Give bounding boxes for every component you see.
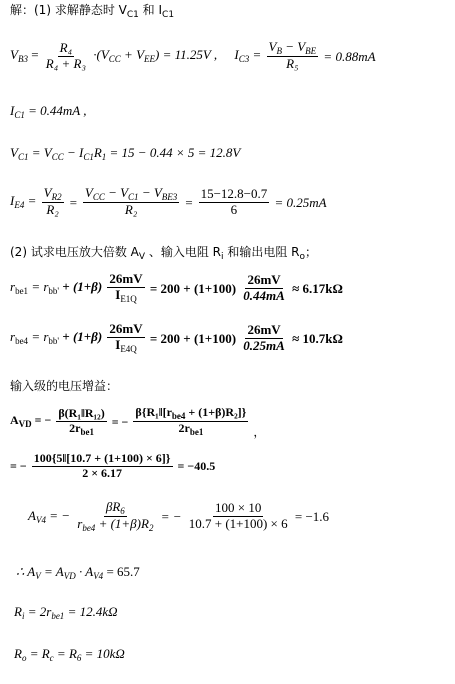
eq1-f2-num-sub2: BE — [305, 46, 317, 56]
part3-heading: 输入级的电压增益： — [10, 379, 119, 393]
eq1-f2-num-a: V — [268, 39, 277, 54]
eq7-f1-den-sub: be1 — [80, 426, 94, 437]
eq9-lhs-sub: V4 — [35, 514, 46, 525]
eq3-rhs: = 15 − 0.44 × 5 = 12.8V — [106, 145, 241, 160]
eq7-f2-num-b: + (1+β)R₂]} — [185, 405, 247, 419]
av-sub: V — [138, 252, 146, 262]
eq8-rhs: = −40.5 — [177, 459, 216, 474]
eq10-b: = A — [40, 564, 64, 579]
part2-b: 、输入电阻 R — [145, 245, 221, 259]
eq1-frac-den: R₄ + R₃ — [45, 55, 86, 71]
eq4-f2-num-c: − V — [138, 185, 162, 200]
eq7-f2-num: β{R₁‖[r — [135, 405, 172, 419]
equation-ic1 — [10, 104, 86, 120]
eq4-f2-sub3: BE3 — [161, 192, 178, 202]
equation-ri — [14, 605, 118, 621]
eq3-a-sub: CC — [51, 152, 64, 162]
eq7-f2-den: 2r — [178, 421, 190, 436]
eq10-rhs: = 65.7 — [103, 564, 140, 579]
eq2-lhs-sub: C1 — [14, 110, 25, 120]
eq6-rhs: ≈ 10.7kΩ — [292, 330, 343, 346]
eq6-a: = r — [28, 329, 49, 345]
eq1-result: ) = 11.25V , — [155, 47, 218, 63]
eq11-rhs: = 12.4kΩ — [64, 604, 118, 619]
eq6-lhs-sub: be4 — [15, 336, 29, 347]
equation-rbe1 — [10, 272, 343, 304]
ic1-sub: C1 — [162, 10, 175, 20]
eq11-a: = 2r — [24, 604, 52, 619]
eq10-a: ∴ A — [16, 564, 36, 579]
eq12-lhs-sub: o — [21, 653, 27, 663]
eq6-f1-den: I — [115, 336, 121, 352]
eq10-b-sub: VD — [63, 571, 76, 581]
part1-heading-text: 解：(1) 求解静态时 V — [10, 3, 127, 17]
eq9-f1-den-b: + (1+β)R — [95, 516, 149, 532]
equation-av4: $A_{V4}$ = − $\frac{\beta R_6}{r_{be4} + (1+\beta)R_2}$ = − $\frac{100 \times 10}{10.7 + (1+100) \times 6}$ = −1.6 — [28, 499, 330, 534]
eq5-a: = r — [28, 279, 49, 295]
eq5-lhs-sub: be1 — [15, 286, 29, 297]
equation-ie4: $I_{E4}$ = $\frac{V_{R2}}{\text{R₂}}$ = $\frac{V_{CC} - V_{C1} - V_{BE3}}{\text{R₂}}$ = $\frac{15-12.8-0.7}{6}$ = 0.25mA — [10, 185, 327, 218]
eq6-f1-num: 26mV — [109, 321, 143, 336]
eq4-f2-sub2: C1 — [128, 192, 139, 202]
eq8-a: = − — [10, 459, 27, 474]
eq1-vcc-sub: CC — [108, 54, 121, 65]
eq7-f1-den: 2r — [69, 420, 81, 435]
eq6-b: + (1+β) — [59, 329, 103, 345]
eq5-f2-num: 26mV — [247, 271, 281, 287]
eq12-b-sub: 6 — [76, 653, 82, 663]
eq9-f1-den: r — [77, 516, 83, 532]
eq10-c: · A — [75, 564, 94, 579]
eq12-rhs: = 10kΩ — [81, 646, 125, 661]
eq11-a-sub: be1 — [51, 611, 65, 621]
eq6-lhs: r — [10, 329, 16, 345]
eq7-fraction2 — [133, 406, 248, 438]
eq1-plus: + V — [120, 47, 145, 63]
eq10-c-sub: V4 — [93, 571, 104, 581]
eq1-mid: ·(V — [93, 47, 109, 63]
eq12-b: = R — [53, 646, 77, 661]
eq5-lhs: r — [10, 279, 16, 295]
eq4-f2-den: R₂ — [124, 202, 138, 218]
eq3-b: − I — [63, 145, 84, 160]
eq9-f1-num: βR — [105, 499, 121, 514]
equation-vb3-ic3: $V_{B3}$ = $\frac{\text{R₄}}{\text{R₄ + R₃}}$ $\cdot(V_{CC} + V_{EE}) = 11.25V$ , $I_{C3}$ = $\frac{V_B - V_{BE}}{\text{R₅}}$ = 0.88mA — [10, 39, 376, 72]
eq12-a-sub: c — [49, 653, 54, 663]
eq1-fraction — [44, 41, 88, 72]
eq1-f2-num-minus: − V — [281, 39, 306, 54]
eq5-fraction1 — [107, 272, 144, 304]
eq5-f1-den-sub: E1Q — [120, 293, 137, 304]
eq2-rhs: = 0.44mA , — [24, 103, 87, 118]
eq6-f2-den: 0.25mA — [243, 337, 285, 353]
part2-d: ； — [304, 245, 317, 259]
eq6-f1-den-sub: E4Q — [120, 343, 137, 354]
eq4-f2-sub1: CC — [92, 192, 105, 202]
equation-ro — [14, 647, 125, 663]
eq5-f1-num: 26mV — [109, 271, 143, 286]
vc1-sub: C1 — [126, 10, 139, 20]
eq3-a: = V — [28, 145, 52, 160]
part2-heading — [10, 246, 317, 262]
eq11-lhs: R — [14, 604, 22, 619]
part1-heading — [10, 4, 174, 20]
eq1-lhs-sub: B3 — [17, 54, 28, 65]
eq8-f-num: 100{5‖[10.7 + (1+100) × 6]} — [33, 451, 171, 465]
eq12-lhs: R — [14, 646, 22, 661]
eq9-lhs: A — [28, 507, 36, 523]
eq9-fraction2 — [187, 501, 290, 532]
eq7-f2-den-sub: be1 — [189, 427, 204, 438]
eq2-lhs: I — [10, 103, 15, 118]
eq11-lhs-sub: i — [21, 611, 25, 621]
eq4-fraction3 — [199, 187, 270, 218]
eq4-f1-num: V — [43, 185, 52, 200]
eq4-f2-num-a: V — [84, 185, 93, 200]
equation-avd: $A_{VD}$ = − $\frac{\text{β(R₁‖R₁₂)}}{2r_{be1}}$ = − $\frac{\beta\{R_1‖[r_{be4} + (1+\beta)R_2]\}}{2r_{be1}}$ ， — [10, 405, 266, 439]
eq4-f2-num-b: − V — [104, 185, 129, 200]
eq5-rhs: ≈ 6.17kΩ — [292, 280, 343, 296]
eq7-fraction1 — [56, 407, 106, 437]
part2-heading-text: (2) 试求电压放大倍数 A — [10, 245, 139, 259]
eq3-c-sub: 1 — [101, 152, 107, 162]
eq4-f1-den: R₂ — [46, 202, 59, 218]
eq9-rhs: = −1.6 — [294, 509, 330, 525]
eq6-a-sub: bb' — [48, 336, 60, 347]
eq4-fraction1 — [42, 186, 64, 218]
eq5-f2-den: 0.44mA — [243, 287, 285, 303]
eq6-c: = 200 + (1+100) — [149, 330, 237, 346]
equation-rbe4 — [10, 322, 343, 354]
eq1-lhs2: I — [234, 47, 239, 63]
eq1-f2-num-sub1: B — [276, 46, 282, 56]
equation-vc1 — [10, 146, 240, 162]
eq5-b: + (1+β) — [59, 279, 103, 295]
eq5-c: = 200 + (1+100) — [149, 280, 237, 296]
eq7-f1-num: β(R₁‖R₁₂) — [58, 405, 105, 420]
eq8-f-den: 2 × 6.17 — [82, 465, 123, 480]
equation-av-total — [16, 565, 140, 581]
eq1-lhs: V — [10, 47, 18, 63]
eq1-f2-den: R₅ — [286, 56, 299, 72]
eq6-fraction2 — [241, 323, 287, 354]
eq4-lhs-sub: E4 — [14, 200, 25, 211]
eq7-lhs: A — [10, 413, 19, 428]
eq4-f3-num: 15−12.8−0.7 — [200, 185, 268, 201]
eq6-f2-num: 26mV — [247, 321, 281, 337]
eq1-result2: = 0.88mA — [323, 48, 376, 64]
eq5-a-sub: bb' — [48, 286, 60, 297]
eq4-fraction2 — [83, 186, 179, 218]
eq10-a-sub: V — [35, 571, 41, 581]
eq1-frac-num: R₄ — [59, 39, 73, 55]
eq4-rhs: = 0.25mA — [274, 194, 327, 210]
part2-c: 和输出电阻 R — [223, 245, 300, 259]
eq3-c: R — [93, 145, 102, 160]
eq8-fraction — [32, 452, 173, 481]
eq9-fraction1 — [75, 500, 155, 534]
eq12-a: = R — [26, 646, 50, 661]
eq9-f2-den: 10.7 + (1+100) × 6 — [188, 516, 288, 532]
eq9-f2-num: 100 × 10 — [215, 500, 262, 516]
eq1-fraction2 — [267, 40, 319, 72]
eq1-lhs2-sub: C3 — [238, 54, 250, 65]
eq3-lhs-sub: C1 — [17, 152, 29, 162]
eq9-f1-num-sub: 6 — [120, 506, 125, 516]
eq3-b-sub: C1 — [83, 152, 94, 162]
eq7-lhs-sub: VD — [18, 419, 32, 430]
eq4-lhs: I — [10, 193, 15, 209]
eq9-f1-den-sub2: 2 — [148, 523, 154, 534]
eq5-f1-den: I — [115, 286, 121, 302]
eq4-f3-den: 6 — [230, 201, 238, 217]
eq6-fraction1 — [107, 322, 144, 354]
eq7-comma: ， — [253, 424, 266, 439]
eq7-f2-num-sub: be4 — [171, 411, 186, 421]
ri-sub: i — [220, 252, 224, 262]
eq4-f1-num-sub: R2 — [51, 192, 62, 202]
equation-avd-value — [10, 452, 215, 481]
eq3-lhs: V — [10, 145, 18, 160]
eq1-vee-sub: EE — [144, 54, 156, 65]
eq9-f1-den-sub: be4 — [82, 523, 96, 534]
ro-sub: o — [299, 252, 305, 262]
part1-and: 和 I — [138, 3, 163, 17]
eq5-fraction2 — [241, 273, 287, 304]
